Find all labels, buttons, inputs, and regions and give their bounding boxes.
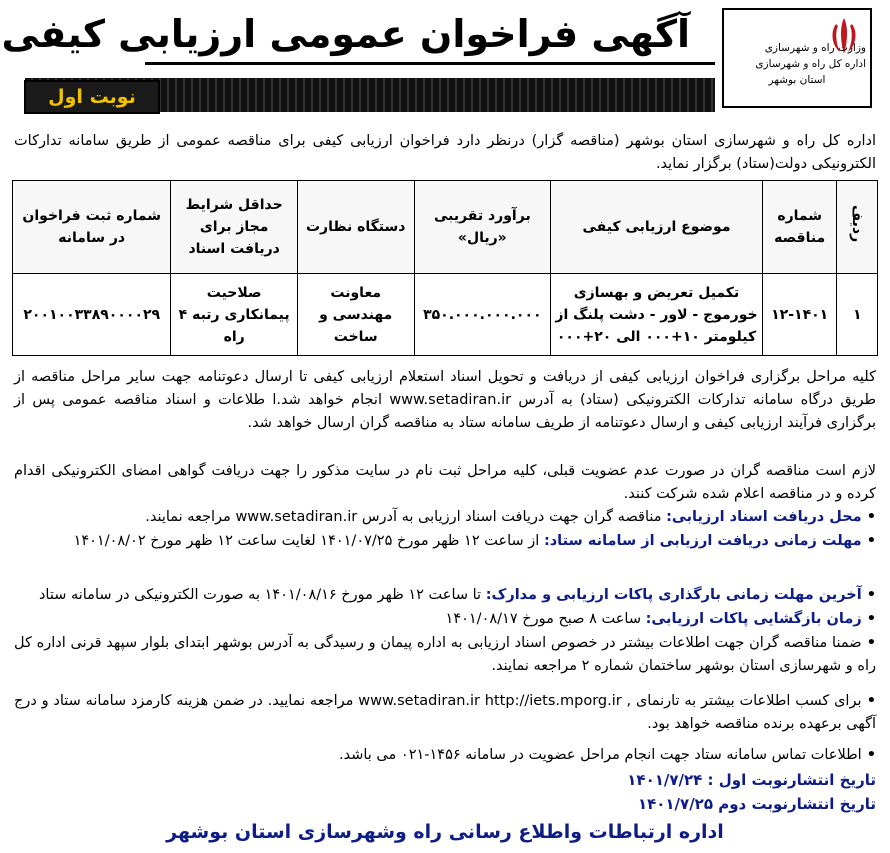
th-minimum: حداقل شرایط مجاز برای دریافت اسناد (171, 181, 297, 274)
table-row (13, 274, 878, 356)
bullet-opening-label: زمان بازگشایی پاکات ارزیابی: (645, 611, 862, 627)
cell-registration: ۲۰۰۱۰۰۳۳۸۹۰۰۰۰۲۹ (13, 274, 171, 356)
bullet-deadline: • مهلت زمانی دریافت ارزیابی از سامانه ستاد: از ساعت ۱۲ ظهر مورخ ۱۴۰۱/۰۷/۲۵ لغایت ساعت ۱۲ ظهر مورخ ۱۴۰۱/۰۸/۰۲ (73, 533, 876, 549)
th-number: شماره مناقصه (762, 181, 837, 274)
bullet-opening-text: ساعت ۸ صبح مورخ ۱۴۰۱/۰۸/۱۷ (445, 611, 641, 627)
bullet-more-info: • برای کسب اطلاعات بیشتر به تارنمای , www.setadiran.ir http://iets.mporg.ir مراجعه نمایید. در ضمن هزینه کارمزد سامانه ستاد و درج آگهی برعهده برنده مناقصه خواهد بود. (14, 693, 876, 732)
bullet-upload-text: تا ساعت ۱۲ ظهر مورخ ۱۴۰۱/۰۸/۱۶ به صورت الکترونیکی در سامانه ستاد (38, 587, 482, 603)
cell-supervisor: معاونت مهندسی و ساخت (297, 274, 414, 356)
bullet-more-text: برای کسب اطلاعات بیشتر به تارنمای , www.setadiran.ir http://iets.mporg.ir مراجعه نمایید. در ضمن هزینه کارمزد سامانه ستاد و درج آگهی برعهده برنده مناقصه خواهد بود. (14, 693, 876, 732)
th-row: ردیف (837, 181, 878, 274)
th-subject: موضوع ارزیابی کیفی (551, 181, 763, 274)
bullet-docs: • محل دریافت اسناد ارزیابی: مناقصه گران جهت دریافت اسناد ارزیابی به آدرس www.setadiran.ir مراجعه نمایند. (145, 509, 876, 525)
bullet-opening: • زمان بازگشایی پاکات ارزیابی: ساعت ۸ صبح مورخ ۱۴۰۱/۰۸/۱۷ (445, 611, 876, 627)
cell-subject: تکمیل تعریض و بهسازی خورموج - لاور - دشت پلنگ از کیلومتر ۱۰+۰۰۰ الی ۲۰+۰۰۰ (551, 274, 763, 356)
round-badge: نوبت اول (24, 80, 160, 114)
cell-number: ۱۲-۱۴۰۱ (762, 274, 837, 356)
cell-row: ۱ (837, 274, 878, 356)
bullet-phone-text: اطلاعات تماس سامانه ستاد جهت انجام مراحل عضویت در سامانه ۱۴۵۶-۰۲۱ می باشد. (339, 747, 862, 763)
stages-paragraph: کلیه مراحل برگزاری فراخوان ارزیابی کیفی از دریافت و تحویل اسناد استعلام ارزیابی کیفی تا ارسال دعوتنامه جهت سایر مراحل مناقصه از طریق درگاه سامانه تدارکات الکترونیکی (ستاد) به آدرس www.setadiran.ir انجام خواهد شد.ا طلاعات و اسناد مناقصه عمومی پس از برگزاری فرآیند ارزیابی کیفی و ارسال دعوتنامه از طریف سامانه ستاد به مناقصه گران ارسال خواهد شد. (14, 369, 876, 431)
notice-title: آگهی فراخوان عمومی ارزیابی کیفی (1, 12, 690, 56)
bullet-deadline-text: از ساعت ۱۲ ظهر مورخ ۱۴۰۱/۰۷/۲۵ لغایت ساعت ۱۲ ظهر مورخ ۱۴۰۱/۰۸/۰۲ (73, 533, 540, 549)
bullet-deadline-label: مهلت زمانی دریافت ارزیابی از سامانه ستاد: (543, 533, 862, 549)
logo-line-province: استان بوشهر (768, 74, 826, 86)
publication-first-date: تاریخ انتشارنوبت اول : ۱۴۰۱/۷/۲۴ (627, 771, 876, 789)
logo-line-ministry: وزارت راه و شهرسازی (764, 42, 866, 54)
th-estimate: برآورد تقریبی «ریال» (414, 181, 551, 274)
cell-minimum: صلاحیت پیمانکاری رتبه ۴ راه (171, 274, 297, 356)
bullet-contact: • ضمنا مناقصه گران جهت اطلاعات بیشتر در خصوص اسناد ارزیابی به اداره پیمان و رسیدگی به آدرس بوشهر ابتدای بلوار سپهد قرنی اداره کل راه و شهرسازی استان بوشهر ساختمان شماره ۲ مراجعه نمایند. (14, 635, 876, 674)
registration-paragraph: لازم است مناقصه گران در صورت عدم عضویت قبلی، کلیه مراحل ثبت نام در سایت مذکور را جهت دریافت گواهی امضای الکترونیکی اقدام کرده و در مناقصه اعلام شده شرکت کنند. (14, 463, 876, 502)
tender-table-header (13, 181, 878, 274)
th-registration: شماره ثبت فراخوان در سامانه (13, 181, 171, 274)
title-underline (145, 62, 715, 65)
publication-second-date: تاریخ انتشارنوبت دوم ۱۴۰۱/۷/۲۵ (637, 795, 876, 813)
intro-paragraph: اداره کل راه و شهرسازی استان بوشهر (مناقصه گزار) درنظر دارد فراخوان ارزیابی کیفی برای مناقصه عمومی از طریق سامانه تدارکات الکترونیکی دولت(ستاد) برگزار نماید. (14, 133, 876, 172)
cell-estimate: ۳۵۰.۰۰۰.۰۰۰.۰۰۰ (414, 274, 551, 356)
th-supervisor: دستگاه نظارت (297, 181, 414, 274)
ministry-logo-box (722, 8, 872, 108)
bullet-upload: • آخرین مهلت زمانی بارگذاری پاکات ارزیابی و مدارک: تا ساعت ۱۲ ظهر مورخ ۱۴۰۱/۰۸/۱۶ به صورت الکترونیکی در سامانه ستاد (38, 587, 876, 603)
logo-line-directorate: اداره کل راه و شهرسازی (755, 58, 866, 70)
bullet-upload-label: آخرین مهلت زمانی بارگذاری پاکات ارزیابی و مدارک: (485, 587, 862, 603)
tender-table (12, 180, 878, 356)
bullet-docs-text: مناقصه گران جهت دریافت اسناد ارزیابی به آدرس www.setadiran.ir مراجعه نمایند. (145, 509, 662, 525)
bullet-docs-label: محل دریافت اسناد ارزیابی: (666, 509, 862, 525)
footer-issuer: اداره ارتباطات واطلاع رسانی راه وشهرسازی استان بوشهر (166, 821, 724, 843)
bullet-phone: • اطلاعات تماس سامانه ستاد جهت انجام مراحل عضویت در سامانه ۱۴۵۶-۰۲۱ می باشد. (339, 747, 876, 763)
bullet-contact-text: ضمنا مناقصه گران جهت اطلاعات بیشتر در خصوص اسناد ارزیابی به اداره پیمان و رسیدگی به آدرس بوشهر ابتدای بلوار سپهد قرنی اداره کل راه و شهرسازی استان بوشهر ساختمان شماره ۲ مراجعه نمایند. (14, 635, 876, 674)
